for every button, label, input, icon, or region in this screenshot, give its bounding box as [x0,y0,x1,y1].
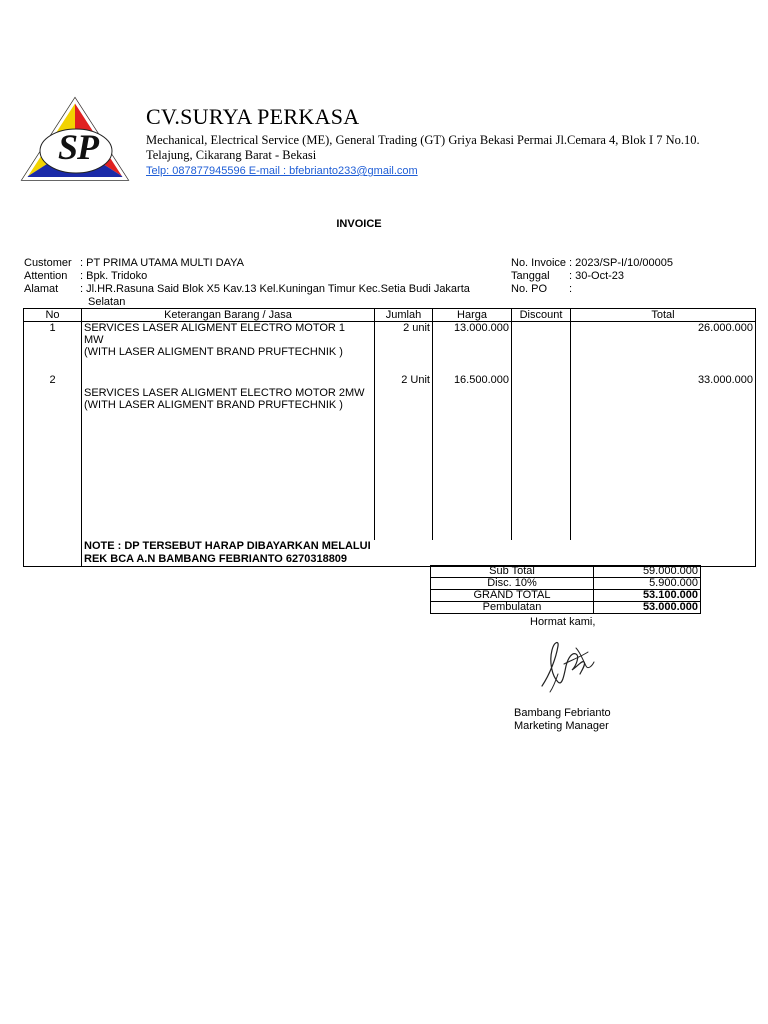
rounding-value: 53.000.000 [594,602,701,614]
grand-total-label: GRAND TOTAL [431,590,594,602]
signatory-name: Bambang Febrianto [514,707,611,719]
rounding-label: Pembulatan [431,602,594,614]
po-label: No. PO [511,283,548,295]
col-no: No [24,309,82,322]
row-qty: 2 unit [375,322,433,374]
col-desc: Keterangan Barang / Jasa [82,309,375,322]
grand-total-row [431,590,701,602]
alamat-value: : Jl.HR.Rasuna Said Blok X5 Kav.13 Kel.Kuningan Timur Kec.Setia Budi Jakarta [80,283,470,295]
discount-row [431,578,701,590]
contact-link[interactable]: Telp: 087877945596 E-mail : bfebrianto233@gmail.com [146,165,418,177]
attention-label: Attention [24,270,68,282]
note-line-2: REK BCA A.N BAMBANG FEBRIANTO 6270318809 [84,552,348,565]
subtotal-label: Sub Total [431,566,594,578]
signature-image [536,636,600,694]
row-desc-line: SERVICES LASER ALIGMENT ELECTRO MOTOR 2MW [84,386,365,399]
row-total: 26.000.000 [571,322,756,374]
table-header-row [24,309,756,322]
row-discount [512,374,571,540]
tanggal-value: : 30-Oct-23 [569,270,625,282]
signatory-title: Marketing Manager [514,720,609,732]
address-line-1: Mechanical, Electrical Service (ME), General Trading (GT) Griya Bekasi Permai Jl.Cemara 4, Blok I 7 No.10. [146,133,700,147]
customer-value: : PT PRIMA UTAMA MULTI DAYA [80,257,245,269]
row-no: 1 [24,322,82,374]
tanggal-label: Tanggal [511,270,550,282]
alamat-label: Alamat [24,283,59,295]
subtotal-row [431,566,701,578]
logo-text: SP [57,127,98,167]
col-qty: Jumlah [375,309,433,322]
row-total: 33.000.000 [571,374,756,540]
rounding-row [431,602,701,614]
invoice-title: INVOICE [336,218,382,230]
row-desc-line: MW [84,334,104,346]
note-line-1: NOTE : DP TERSEBUT HARAP DIBAYARKAN MELALUI [84,539,371,552]
row-desc-line: (WITH LASER ALIGMENT BRAND PRUFTECHNIK ) [84,346,343,358]
po-value: : [569,283,573,295]
discount-label: Disc. 10% [431,578,594,590]
signature-scribble-icon [536,636,600,694]
row-price: 16.500.000 [433,374,512,540]
row-desc-line: (WITH LASER ALIGMENT BRAND PRUFTECHNIK ) [84,398,343,411]
discount-value: 5.900.000 [594,578,701,590]
address-line-2: Telajung, Cikarang Barat - Bekasi [146,148,317,162]
table-row [24,374,756,540]
totals-table [430,565,701,614]
customer-label: Customer [24,257,72,269]
company-logo [20,96,130,182]
row-qty: 2 Unit [375,374,433,540]
row-no: 2 [24,374,82,540]
customer-block [24,257,470,309]
company-address [146,133,706,163]
invoice-meta [511,257,673,296]
row-price: 13.000.000 [433,322,512,374]
col-total: Total [571,309,756,322]
row-desc-line: SERVICES LASER ALIGMENT ELECTRO MOTOR 1 [84,322,346,334]
no-invoice-label: No. Invoice [511,257,567,269]
table-row [24,322,756,374]
signatory [514,707,611,733]
col-price: Harga [433,309,512,322]
attention-value: : Bpk. Tridoko [80,270,148,282]
no-invoice-value: : 2023/SP-I/10/00005 [569,257,673,269]
grand-total-value: 53.100.000 [594,590,701,602]
items-table [23,308,756,567]
row-desc [82,374,375,540]
row-discount [512,322,571,374]
alamat-value-cont: Selatan [88,296,126,308]
closing-text: Hormat kami, [530,616,596,628]
row-desc [82,322,375,374]
note-row [24,540,756,567]
company-name: CV.SURYA PERKASA [146,104,360,129]
col-discount: Discount [512,309,571,322]
subtotal-value: 59.000.000 [594,566,701,578]
payment-note [82,540,756,567]
